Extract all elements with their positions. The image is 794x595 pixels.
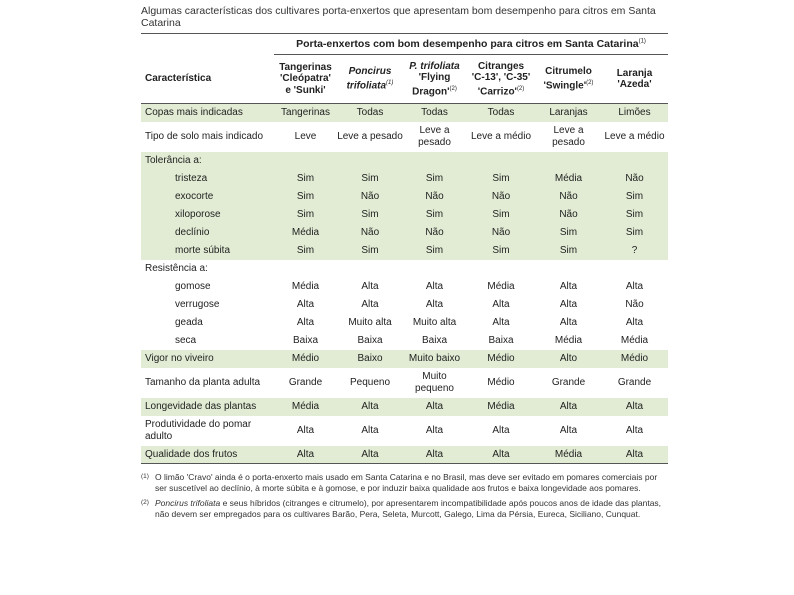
table-cell: Médio xyxy=(601,350,668,368)
table-cell: Baixa xyxy=(421,334,447,346)
table-cell: Pequeno xyxy=(349,376,391,388)
table-cell xyxy=(274,152,337,170)
table-cell: Baixa xyxy=(292,334,318,346)
footnote-1-mark: (1) xyxy=(141,473,149,480)
table-cell: Alta xyxy=(361,298,379,310)
table-cell: Limões xyxy=(601,104,668,122)
table-cell: Sim xyxy=(337,170,403,188)
table-cell xyxy=(274,260,337,278)
feature-column-header: Característica xyxy=(141,55,274,104)
table-cell: Alta xyxy=(601,446,668,464)
table-cell: Alta xyxy=(601,398,668,416)
table-cell: Baixo xyxy=(337,350,403,368)
table-cell: Média xyxy=(274,398,337,416)
table-cell: Leve a médio xyxy=(604,130,665,142)
table-cell: Leve a pesado xyxy=(337,130,403,142)
table-cell: Alta xyxy=(625,280,644,292)
table-cell: Alta xyxy=(559,280,578,292)
table-cell: Não xyxy=(536,206,601,224)
table-cell: Alta xyxy=(403,446,466,464)
table-cell: Médio xyxy=(487,376,515,388)
table-cell: Média xyxy=(536,446,601,464)
table-cell: Média xyxy=(536,170,601,188)
group-header-text: Porta-enxertos com bom desempenho para citros em Santa Catarina xyxy=(296,38,639,50)
table-row xyxy=(141,446,668,464)
table-cell: Alta xyxy=(425,298,444,310)
table-cell xyxy=(536,152,601,170)
table-cell xyxy=(466,260,536,278)
table-cell: Sim xyxy=(466,170,536,188)
table-caption: Algumas características dos cultivares porta-enxertos que apresentam bom desempenho para citros em Santa Catarina xyxy=(141,5,656,29)
table-cell: Médio xyxy=(274,350,337,368)
table-cell: Baixa xyxy=(488,334,514,346)
table-body xyxy=(141,104,668,464)
table-cell xyxy=(337,260,403,278)
table-cell: Média xyxy=(620,334,649,346)
row-label: Qualidade dos frutos xyxy=(141,446,274,464)
footnote-2 xyxy=(141,498,668,520)
table-cell: Alta xyxy=(466,446,536,464)
table-cell: Sim xyxy=(536,242,601,260)
table-cell xyxy=(466,152,536,170)
row-label: Tamanho da planta adulta xyxy=(145,376,261,388)
table-cell: Alta xyxy=(492,316,510,328)
table-cell: Leve a médio xyxy=(470,130,532,142)
table-cell: Alta xyxy=(361,424,379,436)
table-cell: Média xyxy=(291,280,320,292)
table-cell: Leve a pesado xyxy=(418,125,451,148)
row-label: verrugose xyxy=(175,298,220,310)
table-cell: Sim xyxy=(337,206,403,224)
table-row xyxy=(141,242,668,260)
table-cell: Sim xyxy=(403,242,466,260)
table-cell: Alta xyxy=(536,398,601,416)
table-row xyxy=(141,350,668,368)
row-label: xiloporose xyxy=(141,206,274,224)
column-header-citrumelo: Citrumelo '$Swingle'^{(2)}$ xyxy=(536,55,601,104)
table-cell: Não xyxy=(625,298,644,310)
table-cell xyxy=(403,152,466,170)
table-cell: Alta xyxy=(625,424,644,436)
table-cell: Não xyxy=(337,224,403,242)
row-label: Produtividade do pomar adulto xyxy=(145,419,252,442)
table-row xyxy=(141,332,668,350)
column-header-laranja-azeda: Laranja 'Azeda' xyxy=(601,55,668,104)
column-header-citranges: Citranges 'C-13', 'C-35' '$Carrizo'^{(2)}$ xyxy=(466,55,536,104)
table-cell xyxy=(403,260,466,278)
table-cell: Alta xyxy=(625,316,644,328)
row-label: Copas mais indicadas xyxy=(141,104,274,122)
table-cell: Alta xyxy=(559,298,578,310)
table-row xyxy=(141,398,668,416)
column-header-flying-dragon: P. trifoliata 'Flying $Dragon'^{(2)}$ xyxy=(403,55,466,104)
table-cell: Sim xyxy=(466,206,536,224)
table-row xyxy=(141,224,668,242)
table-cell: Não xyxy=(601,170,668,188)
column-header-poncirus: Poncirus trifoliata$^{(1)}$ xyxy=(337,55,403,104)
table-cell: Grande xyxy=(288,376,323,388)
row-label: geada xyxy=(175,316,203,328)
footnote-2-text xyxy=(155,498,668,520)
table-row xyxy=(141,278,668,296)
row-label: tristeza xyxy=(141,170,274,188)
table-cell: Sim xyxy=(274,170,337,188)
table-cell: Tangerinas xyxy=(274,104,337,122)
table-cell: Média xyxy=(554,334,583,346)
table-row xyxy=(141,170,668,188)
table-cell xyxy=(601,260,668,278)
table-cell: Alta xyxy=(296,316,315,328)
table-cell: Sim xyxy=(403,170,466,188)
table-row xyxy=(141,416,668,446)
table-cell: Alta xyxy=(492,298,510,310)
document-page xyxy=(141,5,668,524)
row-label: Longevidade das plantas xyxy=(141,398,274,416)
table-row xyxy=(141,368,668,398)
table-cell: Média xyxy=(274,224,337,242)
table-row xyxy=(141,296,668,314)
row-label: declínio xyxy=(141,224,274,242)
row-label: Vigor no viveiro xyxy=(141,350,274,368)
table-cell xyxy=(337,152,403,170)
header-spacer xyxy=(141,34,274,55)
table-cell: Alta xyxy=(296,424,315,436)
rootstock-table xyxy=(141,33,668,464)
table-cell: Não xyxy=(466,188,536,206)
table-cell: Alta xyxy=(361,280,379,292)
table-cell: Todas xyxy=(403,104,466,122)
table-row xyxy=(141,104,668,122)
table-cell: Alta xyxy=(425,280,444,292)
table-cell xyxy=(536,260,601,278)
table-cell: Alto xyxy=(536,350,601,368)
table-cell: Não xyxy=(403,188,466,206)
table-cell: Todas xyxy=(466,104,536,122)
table-cell: Sim xyxy=(274,206,337,224)
table-cell: Alta xyxy=(337,398,403,416)
table-cell: Leve a pesado xyxy=(552,125,585,148)
row-label: Tipo de solo mais indicado xyxy=(145,130,264,142)
table-row xyxy=(141,314,668,332)
table-cell: Grande xyxy=(551,376,586,388)
footnote-2-mark: (2) xyxy=(141,499,149,506)
table-cell: Sim xyxy=(274,242,337,260)
table-cell: Laranjas xyxy=(536,104,601,122)
table-cell: Alta xyxy=(337,446,403,464)
table-cell: Muito baixo xyxy=(403,350,466,368)
table-cell: Alta xyxy=(425,424,444,436)
table-cell: Alta xyxy=(559,424,578,436)
row-label: exocorte xyxy=(141,188,274,206)
table-cell: Não xyxy=(466,224,536,242)
table-cell: Muito pequeno xyxy=(415,371,454,394)
footnote-1 xyxy=(141,472,668,494)
footnote-2-body: e seus híbridos (citranges e citrumelo), por apresentarem incompatibilidade após poucos anos de idade das plantas, não devem ser empregados para os cultivares Barão, Pera, Seleta, Murcott, Galego, Lima da Pérsia, Eureca, Siciliano, Cunquat. xyxy=(155,498,662,519)
row-label: Tolerância a: xyxy=(141,152,274,170)
table-cell: Alta xyxy=(296,298,315,310)
table-row xyxy=(141,152,668,170)
footnotes xyxy=(141,472,668,520)
table-cell: Grande xyxy=(617,376,652,388)
row-label: morte súbita xyxy=(141,242,274,260)
table-row xyxy=(141,260,668,278)
table-cell: Alta xyxy=(274,446,337,464)
footnote-1-text: O limão 'Cravo' ainda é o porta-enxerto mais usado em Santa Catarina e no Brasil, mas deve ser evitado em pomares comerciais por ser suscetível ao declínio, à morte súbita e à gomose, e por induzir baixa qualidade aos frutos e baixa longevidade aos pomares. xyxy=(155,472,658,493)
row-label: seca xyxy=(175,334,197,346)
row-label: gomose xyxy=(175,280,211,292)
table-cell: Alta xyxy=(492,424,510,436)
table-cell: Sim xyxy=(274,188,337,206)
table-cell: Sim xyxy=(337,242,403,260)
group-header-note: (1) xyxy=(638,38,646,45)
table-cell: Todas xyxy=(337,104,403,122)
table-cell: Alta xyxy=(559,316,578,328)
row-label: Resistência a: xyxy=(145,262,208,274)
table-cell: Baixa xyxy=(357,334,383,346)
table-cell: Não xyxy=(337,188,403,206)
table-cell: Não xyxy=(536,188,601,206)
table-cell: Alta xyxy=(403,398,466,416)
table-row xyxy=(141,122,668,152)
table-cell: Sim xyxy=(466,242,536,260)
table-cell: Não xyxy=(403,224,466,242)
footnote-2-italic-lead: Poncirus trifoliata xyxy=(155,498,221,508)
table-cell: Sim xyxy=(601,188,668,206)
table-row xyxy=(141,206,668,224)
table-cell: Média xyxy=(487,280,515,292)
group-header xyxy=(274,34,668,55)
table-cell: Muito alta xyxy=(412,316,457,328)
table-cell: Sim xyxy=(403,206,466,224)
table-row xyxy=(141,188,668,206)
table-cell: Média xyxy=(466,398,536,416)
table-cell: Leve xyxy=(294,130,317,142)
table-cell: ? xyxy=(601,242,668,260)
table-cell: Sim xyxy=(601,206,668,224)
column-header-tangerinas: Tangerinas 'Cleópatra' e 'Sunki' xyxy=(274,55,337,104)
table-cell: Sim xyxy=(601,224,668,242)
table-cell: Médio xyxy=(466,350,536,368)
table-cell xyxy=(601,152,668,170)
table-cell: Muito alta xyxy=(348,316,392,328)
table-cell: Sim xyxy=(536,224,601,242)
